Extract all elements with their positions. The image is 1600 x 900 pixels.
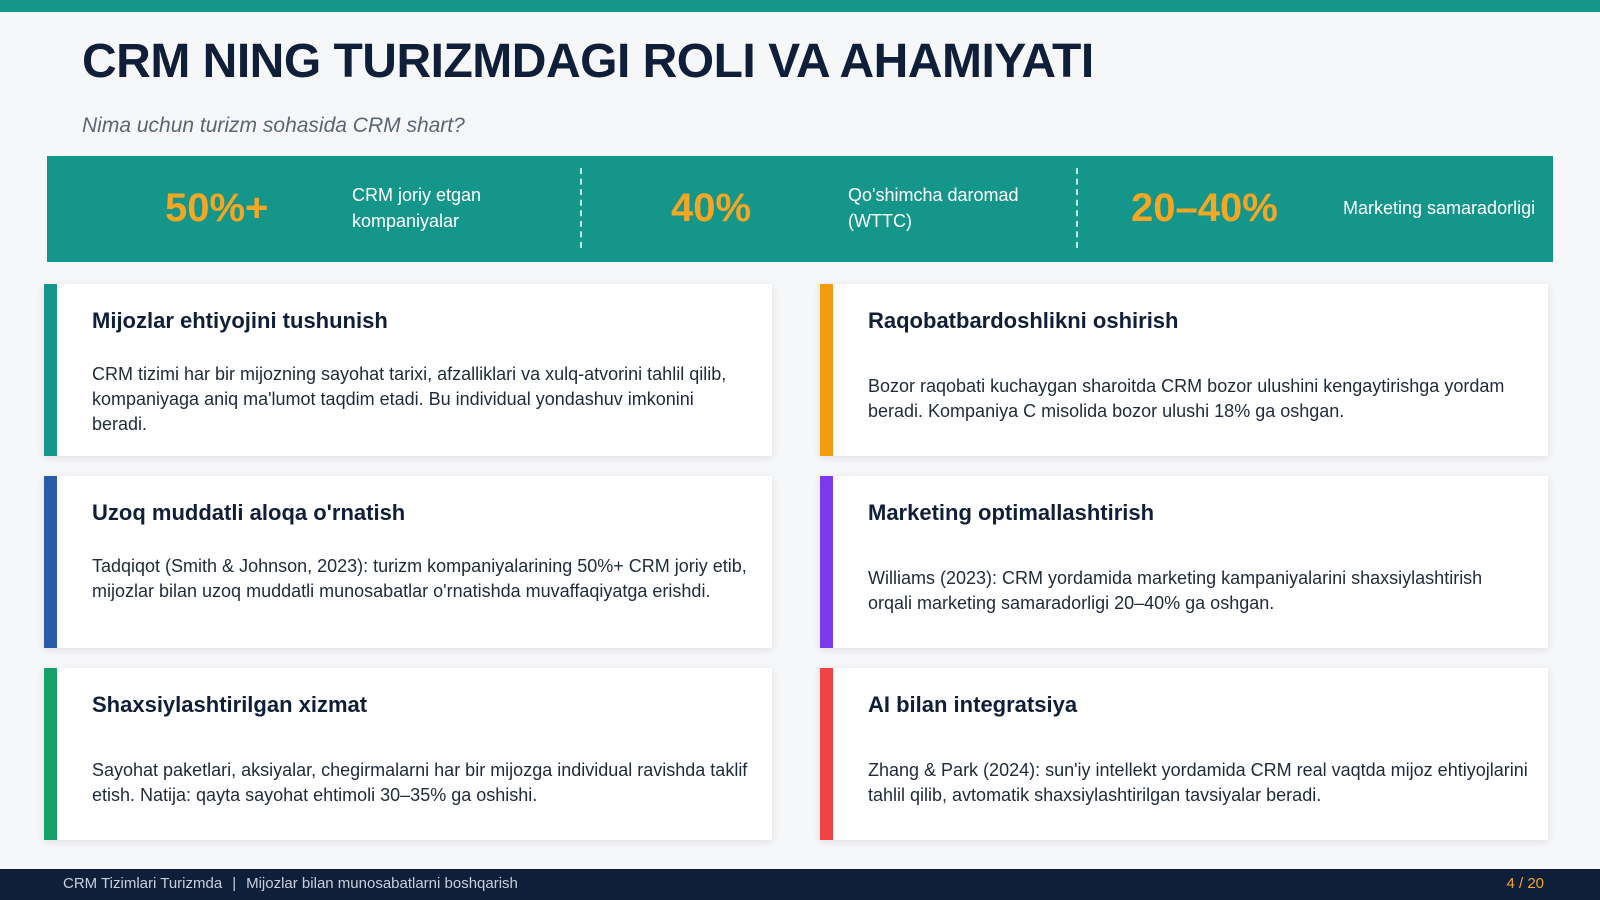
stat-value: 40% [671, 186, 752, 230]
stat-extra-revenue [583, 156, 1083, 262]
card-accent-bar [820, 284, 833, 456]
card-accent-bar [820, 476, 833, 648]
card-accent-bar [44, 668, 57, 840]
stat-crm-adoption [47, 156, 583, 262]
card-accent-bar [44, 284, 57, 456]
stat-divider [1076, 168, 1078, 248]
card-accent-bar [820, 668, 833, 840]
top-accent-bar [0, 0, 1600, 12]
footer-separator: | [232, 875, 237, 892]
stats-band [47, 156, 1553, 262]
card-accent-bar [44, 476, 57, 648]
card-ai-integration [820, 668, 1548, 840]
card-title: Uzoq muddatli aloqa o'rnatish [92, 500, 406, 525]
stat-value: 20–40% [1131, 186, 1278, 230]
card-body: Tadqiqot (Smith & Johnson, 2023): turizm kompaniyalarining 50%+ CRM joriy etib, mijozlar bilan uzoq muddatli munosabatlar o'rnatishda muvaffaqiyatga erishdi. [92, 556, 747, 601]
stat-label-line1: CRM joriy etgan [352, 185, 482, 205]
stat-value: 50%+ [165, 186, 269, 230]
page-title: CRM NING TURIZMDAGI ROLI VA AHAMIYATI [82, 35, 1094, 88]
card-competitiveness [820, 284, 1548, 456]
page-subtitle: Nima uchun turizm sohasida CRM shart? [82, 114, 465, 137]
stat-marketing-efficiency [1079, 156, 1553, 262]
stat-label-line2: kompaniyalar [352, 211, 460, 231]
card-long-term-relations [44, 476, 772, 648]
card-title: Mijozlar ehtiyojini tushunish [92, 308, 388, 333]
stat-label-line2: (WTTC) [848, 211, 912, 231]
card-body: Williams (2023): CRM yordamida marketing kampaniyalarini shaxsiylashtirish orqali marketing samaradorligi 20–40% ga oshgan. [868, 568, 1483, 613]
card-body: Sayohat paketlari, aksiyalar, chegirmalarni har bir mijozga individual ravishda taklif etish. Natija: qayta sayohat ehtimoli 30–35% ga oshishi. [92, 760, 748, 805]
footer-breadcrumb [63, 875, 518, 892]
card-body: CRM tizimi har bir mijozning sayohat tarixi, afzalliklari va xulq-atvorini tahlil qilib, kompaniyaga aniq ma'lumot taqdim etadi. Bu individual yondashuv imkonini beradi. [92, 364, 727, 434]
card-marketing-optimization [820, 476, 1548, 648]
footer-course: CRM Tizimlari Turizmda [63, 875, 223, 892]
card-title: Shaxsiylashtirilgan xizmat [92, 692, 368, 717]
card-title: Marketing optimallashtirish [868, 500, 1155, 525]
page-number: 4 / 20 [1506, 875, 1544, 892]
stat-label-line1: Qo'shimcha daromad [848, 185, 1019, 205]
card-title: Raqobatbardoshlikni oshirish [868, 308, 1179, 333]
stat-divider [580, 168, 582, 248]
footer-bar [0, 869, 1600, 900]
card-body: Bozor raqobati kuchaygan sharoitda CRM bozor ulushini kengaytirishga yordam beradi. Kompaniya C misolida bozor ulushi 18% ga oshgan. [868, 376, 1505, 421]
footer-topic: Mijozlar bilan munosabatlarni boshqarish [246, 875, 518, 892]
stat-label-line1: Marketing samaradorligi [1343, 198, 1536, 218]
card-title: AI bilan integratsiya [868, 692, 1078, 717]
card-customer-needs [44, 284, 772, 456]
card-body: Zhang & Park (2024): sun'iy intellekt yordamida CRM real vaqtda mijoz ehtiyojlarini tahlil qilib, avtomatik shaxsiylashtirilgan tavsiyalar beradi. [868, 760, 1528, 805]
card-personalized-service [44, 668, 772, 840]
